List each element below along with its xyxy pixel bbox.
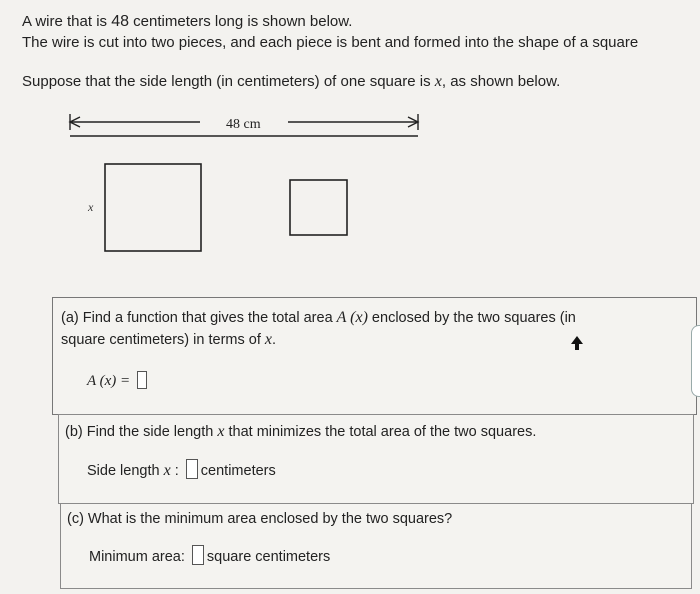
part-a-text-prefix: (a) Find a function that gives the total area (61, 310, 337, 326)
part-b-var-x: x (217, 423, 225, 440)
intro-var-x: x (434, 73, 442, 90)
side-label-x: x (88, 200, 94, 214)
part-a-func: A (x) (336, 309, 368, 326)
part-b-text-suffix: that minimizes the total area of the two squares. (224, 424, 537, 440)
small-square (290, 180, 347, 235)
part-c-answer-unit: square centimeters (206, 549, 331, 565)
part-a-text-end: . (272, 332, 277, 348)
intro-line-2: The wire is cut into two pieces, and each piece is bent and formed into the shape of a square (22, 34, 639, 51)
cursor-icon (571, 336, 583, 350)
intro-line-3 (22, 72, 560, 92)
part-c-panel (60, 503, 692, 589)
part-c-question: (c) What is the minimum area enclosed by the two squares? (67, 511, 453, 527)
part-a-answer-row (87, 371, 150, 390)
part-c-answer-label: Minimum area: (89, 549, 185, 565)
wire-length: 48 (111, 13, 129, 30)
part-b-answer-row (87, 459, 276, 480)
part-b-text-prefix: (b) Find the side length (65, 424, 218, 440)
wire-diagram (0, 100, 700, 260)
part-c-answer-row (89, 545, 330, 565)
part-a-panel (52, 297, 697, 415)
intro-line-1-prefix: A wire that is (22, 13, 112, 30)
part-a-var-x: x (264, 331, 272, 348)
minimum-area-input[interactable] (192, 545, 204, 565)
part-b-answer-unit: centimeters (200, 463, 276, 479)
intro-line-1-suffix: centimeters long is shown below. (129, 13, 353, 30)
side-length-input[interactable] (186, 459, 198, 479)
part-b-question (65, 421, 536, 443)
part-a-question (61, 307, 576, 351)
wire-length-label: 48 cm (226, 117, 261, 132)
part-b-panel (58, 414, 694, 504)
intro-line-1 (22, 12, 352, 32)
part-a-text-mid: enclosed by the two squares (in (367, 310, 576, 326)
intro-line-3-prefix: Suppose that the side length (in centimeters) of one square is (22, 73, 435, 90)
part-a-answer-input[interactable] (137, 371, 147, 389)
intro-line-3-suffix: , as shown below. (441, 73, 561, 90)
part-a-text-line2: square centimeters) in terms of (61, 332, 265, 348)
side-scroll-tab[interactable] (691, 325, 700, 397)
part-b-answer-colon: : (170, 463, 179, 479)
part-b-answer-label: Side length (87, 463, 164, 479)
part-a-answer-label: A (x) = (87, 373, 131, 389)
part-b-answer-var: x (163, 462, 171, 479)
large-square (105, 164, 201, 251)
